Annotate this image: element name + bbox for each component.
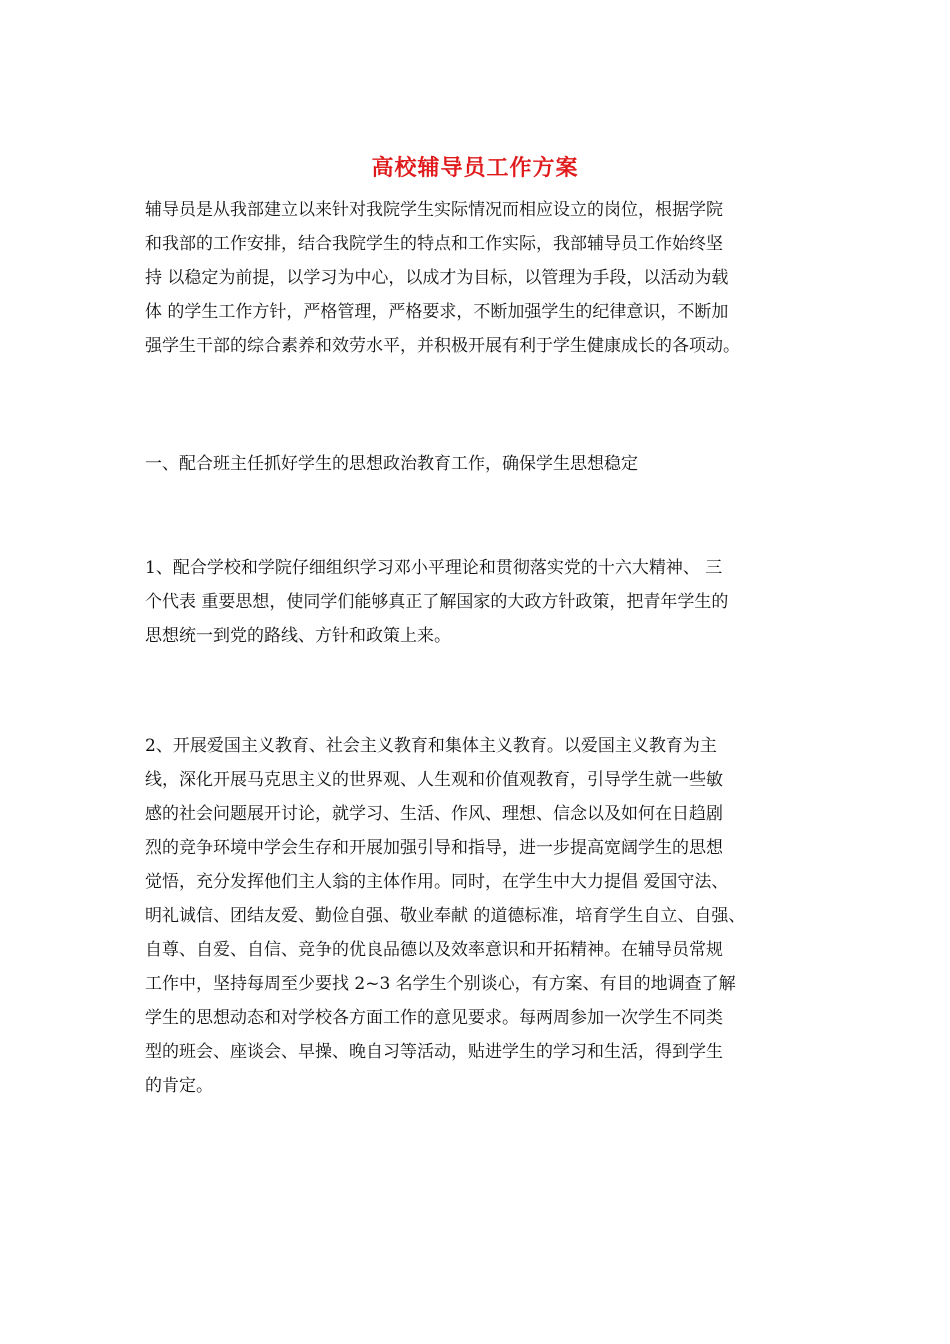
intro-line: 辅导员是从我部建立以来针对我院学生实际情况而相应设立的岗位，根据学院 xyxy=(145,200,723,220)
item2-line: 明礼诚信、团结友爱、勤俭自强、敬业奉献 的道德标准，培育学生自立、自强、 xyxy=(145,906,746,926)
item2-line: 烈的竞争环境中学会生存和开展加强引导和指导，进一步提高宽阔学生的思想 xyxy=(145,838,723,858)
item2-line: 觉悟，充分发挥他们主人翁的主体作用。同时，在学生中大力提倡 爱国守法、 xyxy=(145,872,729,892)
item2-line: 感的社会问题展开讨论，就学习、生活、作风、理想、信念以及如何在日趋剧 xyxy=(145,804,723,824)
item1-line: 1、配合学校和学院仔细组织学习邓小平理论和贯彻落实党的十六大精神、 三 xyxy=(145,558,723,578)
document-title: 高校辅导员工作方案 xyxy=(371,155,579,181)
item2-line: 的肯定。 xyxy=(145,1076,213,1096)
item2-line: 型的班会、座谈会、早操、晚自习等活动，贴进学生的学习和生活，得到学生 xyxy=(145,1042,723,1062)
intro-line: 和我部的工作安排，结合我院学生的特点和工作实际，我部辅导员工作始终坚 xyxy=(145,234,723,254)
intro-line: 强学生干部的综合素养和效劳水平，并积极开展有利于学生健康成长的各项动。 xyxy=(145,336,740,356)
intro-line: 体 的学生工作方针，严格管理，严格要求，不断加强学生的纪律意识，不断加 xyxy=(145,302,729,322)
item2-line: 学生的思想动态和对学校各方面工作的意见要求。每两周参加一次学生不同类 xyxy=(145,1008,723,1028)
section-heading: 一、配合班主任抓好学生的思想政治教育工作，确保学生思想稳定 xyxy=(145,454,638,474)
item1-line: 个代表 重要思想，使同学们能够真正了解国家的大政方针政策，把青年学生的 xyxy=(145,592,729,612)
item2-line: 工作中，坚持每周至少要找 2~3 名学生个别谈心，有方案、有目的地调查了解 xyxy=(145,974,736,994)
item2-line: 自尊、自爱、自信、竞争的优良品德以及效率意识和开拓精神。在辅导员常规 xyxy=(145,940,723,960)
item2-line: 2、开展爱国主义教育、社会主义教育和集体主义教育。以爱国主义教育为主 xyxy=(145,736,717,756)
item2-line: 线，深化开展马克思主义的世界观、人生观和价值观教育，引导学生就一些敏 xyxy=(145,770,723,790)
item1-line: 思想统一到党的路线、方针和政策上来。 xyxy=(145,626,451,646)
intro-line: 持 以稳定为前提，以学习为中心，以成才为目标，以管理为手段，以活动为载 xyxy=(145,268,729,288)
